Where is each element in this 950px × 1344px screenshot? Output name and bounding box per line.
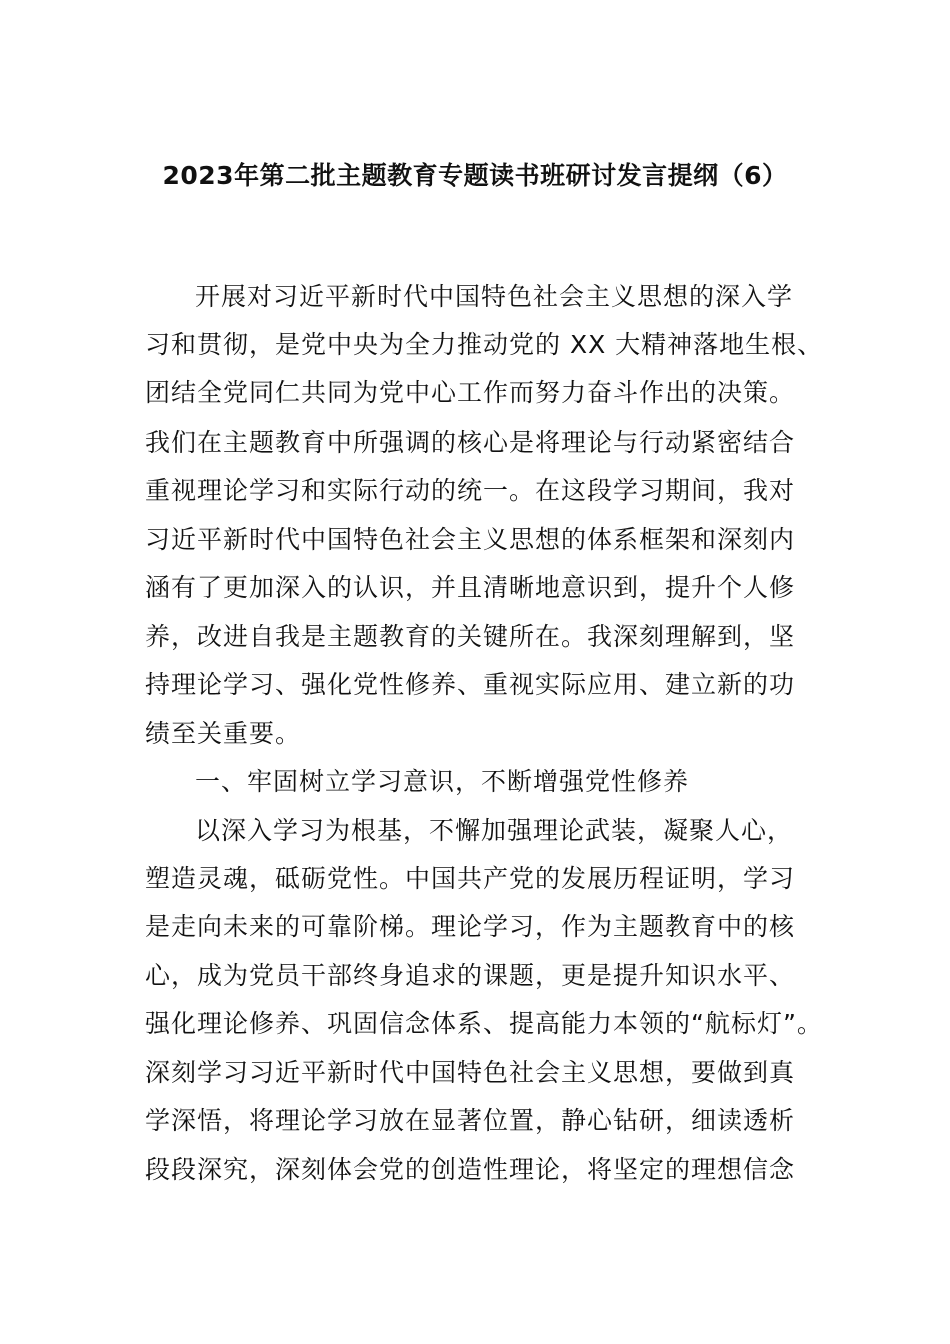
paragraph-line: 深刻学习习近平新时代中国特色社会主义思想，要做到真 xyxy=(145,1058,796,1087)
paragraph-line: 重视理论学习和实际行动的统一。在这段学习期间，我对 xyxy=(145,476,796,505)
paragraph-line: 心，成为党员干部终身追求的课题，更是提升知识水平、 xyxy=(145,961,796,990)
paragraph-line: 开展对习近平新时代中国特色社会主义思想的深入学 xyxy=(195,282,794,311)
paragraph-line: 习近平新时代中国特色社会主义思想的体系框架和深刻内 xyxy=(145,525,796,554)
paragraph-line: 学深悟，将理论学习放在显著位置，静心钻研，细读透析 xyxy=(145,1106,796,1135)
paragraph-line: 团结全党同仁共同为党中心工作而努力奋斗作出的决策。 xyxy=(145,378,796,407)
document-title: 2023年第二批主题教育专题读书班研讨发言提纲（6） xyxy=(162,161,788,190)
paragraph-line: 段段深究，深刻体会党的创造性理论，将坚定的理想信念 xyxy=(145,1155,796,1184)
paragraph-line: 我们在主题教育中所强调的核心是将理论与行动紧密结合 xyxy=(145,428,796,457)
paragraph-line: 养，改进自我是主题教育的关键所在。我深刻理解到，坚 xyxy=(145,622,796,651)
paragraph-line: 塑造灵魂，砥砺党性。中国共产党的发展历程证明，学习 xyxy=(145,864,796,893)
paragraph-line: 强化理论修养、巩固信念体系、提高能力本领的“航标灯”。 xyxy=(145,1009,823,1038)
paragraph-line: 以深入学习为根基，不懈加强理论武装，凝聚人心， xyxy=(195,816,794,845)
paragraph-line: 习和贯彻，是党中央为全力推动党的 XX 大精神落地生根、 xyxy=(145,330,824,359)
section-heading: 一、牢固树立学习意识，不断增强党性修养 xyxy=(195,767,690,796)
paragraph-line: 是走向未来的可靠阶梯。理论学习，作为主题教育中的核 xyxy=(145,912,796,941)
paragraph-line: 涵有了更加深入的认识，并且清晰地意识到，提升个人修 xyxy=(145,573,796,602)
paragraph-line: 持理论学习、强化党性修养、重视实际应用、建立新的功 xyxy=(145,670,796,699)
paragraph-line: 绩至关重要。 xyxy=(145,719,302,748)
